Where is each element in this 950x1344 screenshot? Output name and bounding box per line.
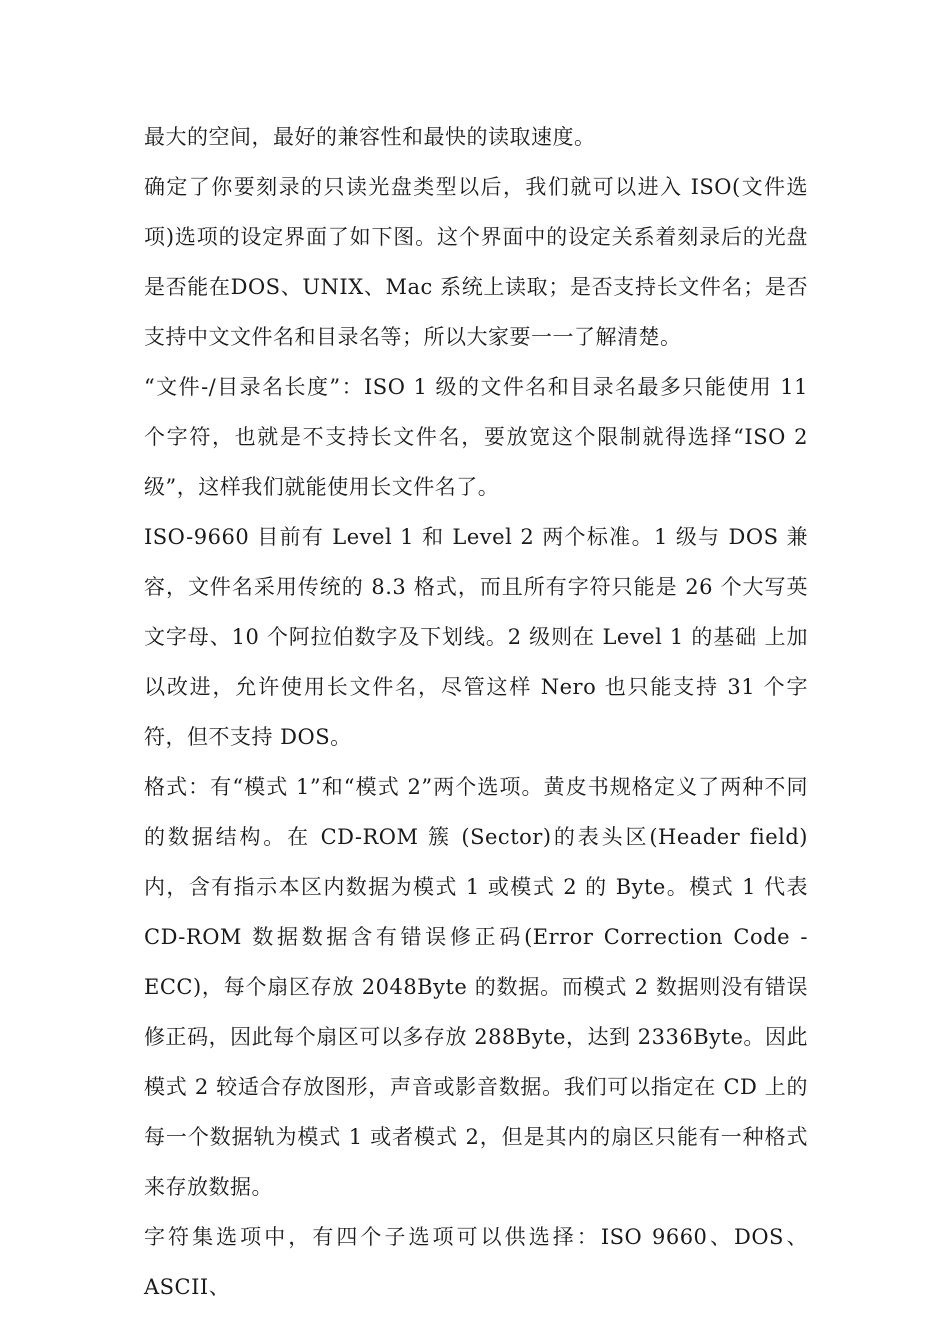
paragraph-1: 最大的空间，最好的兼容性和最快的读取速度。 [144,125,596,149]
paragraph-6: 字符集选项中，有四个子选项可以供选择：ISO 9660、DOS、ASCII、 [144,1225,808,1299]
paragraph-3: “文件-/目录名长度”：ISO 1 级的文件名和目录名最多只能使用 11 个字符，也就是不支持长文件名，要放宽这个限制就得选择“ISO 2 级”，这样我们就能使用长文件名了。 [144,375,808,499]
paragraph-5: 格式：有“模式 1”和“模式 2”两个选项。黄皮书规格定义了两种不同的数据结构。在 CD-ROM 簇 (Sector)的表头区(Header field)内，含有指示本区内数据为模式 1 或模式 2 的 Byte。模式 1 代表 CD-ROM 数据数据含有错误修正码(Error Correction Code - ECC)，每个扇区存放 2048Byte 的数据。而模式 2 数据则没有错误修正码，因此每个扇区可以多存放 288Byte，达到 2336Byte。因此模式 2 较适合存放图形，声音或影音数据。我们可以指定在 CD 上的每一个数据轨为模式 1 或者模式 2，但是其内的扇区只能有一种格式来存放数据。 [144,775,808,1199]
paragraph-4: ISO-9660 目前有 Level 1 和 Level 2 两个标准。1 级与 DOS 兼容，文件名采用传统的 8.3 格式，而且所有字符只能是 26 个大写英文字母、10 个阿拉伯数字及下划线。2 级则在 Level 1 的基础 上加以改进，允许使用长文件名，尽管这样 Nero 也只能支持 31 个字符，但不支持 DOS。 [144,525,808,749]
document-body [144,112,808,1312]
paragraph-2: 确定了你要刻录的只读光盘类型以后，我们就可以进入 ISO(文件选项)选项的设定界面了如下图。这个界面中的设定关系着刻录后的光盘是否能在DOS、UNIX、Mac 系统上读取；是否支持长文件名；是否支持中文文件名和目录名等；所以大家要一一了解清楚。 [144,175,808,349]
